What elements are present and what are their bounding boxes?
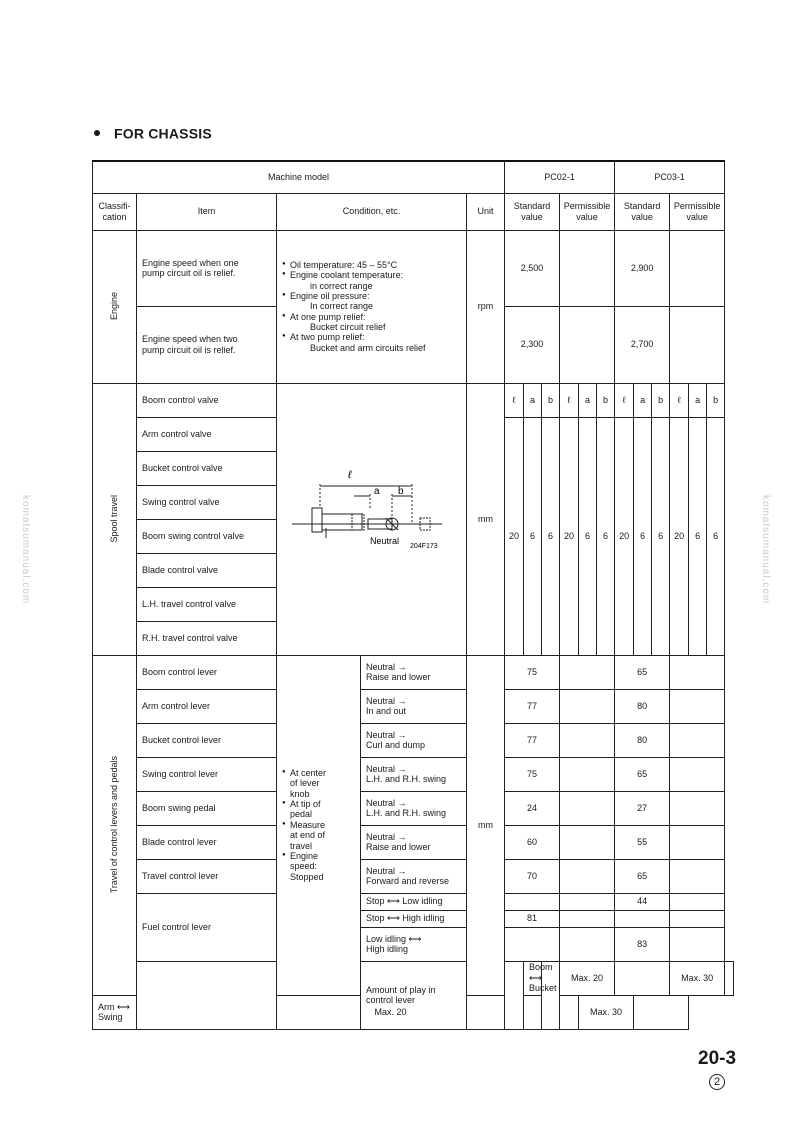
engine-condition-3-detail: In correct range bbox=[310, 301, 374, 312]
spool-pc03-perm-b: 6 bbox=[707, 417, 725, 655]
fuel-cond-3: Low idling ⟷ High idling bbox=[361, 927, 467, 961]
spool-diagram bbox=[292, 464, 452, 574]
travel-condition-4: ● Engine speed: Stopped bbox=[282, 851, 358, 882]
engine-item-1: Engine speed when one pump circuit oil is relief. bbox=[137, 230, 277, 306]
spool-item-2: Arm control valve bbox=[137, 417, 277, 451]
spool-head-4: ℓ bbox=[560, 383, 579, 417]
travel-7-pc02-perm bbox=[560, 859, 615, 893]
fuel-2-pc02-perm bbox=[560, 910, 615, 927]
travel-5-pc03-std: 27 bbox=[615, 791, 670, 825]
travel-item-4: Swing control lever bbox=[137, 757, 277, 791]
fuel-1-pc03-perm bbox=[670, 893, 725, 910]
play-1-pc03-perm bbox=[725, 961, 734, 995]
model-pc02: PC02-1 bbox=[505, 161, 615, 193]
fuel-item: Fuel control lever bbox=[137, 893, 277, 961]
travel-3-pc02-std: 77 bbox=[505, 723, 560, 757]
travel-row-3 bbox=[93, 723, 734, 757]
fuel-cond-2: Stop ⟷ High idling bbox=[361, 910, 467, 927]
travel-cond-7: Neutral → Forward and reverse bbox=[361, 859, 467, 893]
engine-conditions bbox=[277, 230, 467, 383]
spool-pc02-std-l: 20 bbox=[505, 417, 524, 655]
travel-3-pc03-perm bbox=[670, 723, 725, 757]
header-pc03-standard: Standard value bbox=[615, 193, 670, 230]
spool-head-11: a bbox=[689, 383, 707, 417]
spool-head-12: b bbox=[707, 383, 725, 417]
fuel-3-pc03-std: 83 bbox=[615, 927, 670, 961]
travel-4-pc02-std: 75 bbox=[505, 757, 560, 791]
travel-cond-2: Neutral → In and out bbox=[361, 689, 467, 723]
engine-condition-3: ● Engine oil pressure: bbox=[282, 291, 464, 301]
engine-1-pc03-perm bbox=[670, 230, 725, 306]
travel-6-pc03-perm bbox=[670, 825, 725, 859]
fig-label-neutral: Neutral bbox=[369, 536, 399, 546]
travel-5-pc02-std: 24 bbox=[505, 791, 560, 825]
engine-condition-2-detail: in correct range bbox=[310, 280, 373, 291]
engine-row-1 bbox=[93, 230, 734, 306]
spool-classification bbox=[93, 383, 137, 655]
watermark-left: komatsumanual.com bbox=[20, 495, 31, 605]
fig-label-l: ℓ bbox=[347, 469, 352, 481]
travel-7-pc03-perm bbox=[670, 859, 725, 893]
spool-item-6: Blade control valve bbox=[137, 553, 277, 587]
travel-conditions bbox=[277, 655, 361, 995]
spool-pc02-std-a: 6 bbox=[524, 417, 542, 655]
engine-condition-4: ● At one pump relief: bbox=[282, 312, 464, 322]
spool-item-4: Swing control valve bbox=[137, 485, 277, 519]
travel-cond-6: Neutral → Raise and lower bbox=[361, 825, 467, 859]
engine-2-pc03-std: 2,700 bbox=[615, 306, 670, 383]
fuel-1-pc03-std: 44 bbox=[615, 893, 670, 910]
fuel-3-pc02-std bbox=[505, 927, 560, 961]
play-2-pc02-perm bbox=[524, 995, 579, 1029]
header-pc02-standard: Standard value bbox=[505, 193, 560, 230]
fig-label-a: a bbox=[373, 486, 380, 497]
engine-2-pc02-std: 2,300 bbox=[505, 306, 560, 383]
engine-condition-list bbox=[282, 260, 464, 353]
travel-1-pc02-perm bbox=[560, 655, 615, 689]
travel-classification bbox=[93, 655, 137, 995]
travel-label: Travel of control levers and pedals bbox=[109, 756, 120, 894]
play-1-pc02-perm bbox=[615, 961, 670, 995]
travel-item-2: Arm control lever bbox=[137, 689, 277, 723]
section-heading bbox=[94, 124, 212, 141]
fig-code: 204F173 bbox=[409, 543, 438, 550]
travel-item-1: Boom control lever bbox=[137, 655, 277, 689]
travel-4-pc03-perm bbox=[670, 757, 725, 791]
travel-row-5 bbox=[93, 791, 734, 825]
travel-cond-1: Neutral → Raise and lower bbox=[361, 655, 467, 689]
spool-figure-cell bbox=[277, 383, 467, 655]
fuel-2-pc03-std bbox=[615, 910, 670, 927]
chassis-spec-table bbox=[92, 160, 734, 1030]
spool-pc03-std-a: 6 bbox=[634, 417, 652, 655]
engine-unit: rpm bbox=[467, 230, 505, 383]
travel-3-pc03-std: 80 bbox=[615, 723, 670, 757]
travel-2-pc02-std: 77 bbox=[505, 689, 560, 723]
fuel-1-pc02-perm bbox=[560, 893, 615, 910]
play-row-1 bbox=[93, 961, 734, 995]
spool-head-10: ℓ bbox=[670, 383, 689, 417]
spool-pc02-perm-l: 20 bbox=[560, 417, 579, 655]
play-cond-2: Arm ⟷ Swing bbox=[93, 995, 137, 1029]
spool-pc03-perm-a: 6 bbox=[689, 417, 707, 655]
travel-1-pc03-std: 65 bbox=[615, 655, 670, 689]
header-pc02-permissible: Permissible value bbox=[560, 193, 615, 230]
fuel-2-pc03-perm bbox=[670, 910, 725, 927]
play-2-pc02-std: Max. 20 bbox=[277, 995, 505, 1029]
spool-item-5: Boom swing control valve bbox=[137, 519, 277, 553]
header-item: Item bbox=[137, 193, 277, 230]
header-condition: Condition, etc. bbox=[277, 193, 467, 230]
travel-4-pc02-perm bbox=[560, 757, 615, 791]
travel-6-pc02-perm bbox=[560, 825, 615, 859]
play-item: Amount of play in control lever bbox=[361, 961, 467, 1029]
engine-1-pc02-perm bbox=[560, 230, 615, 306]
engine-label: Engine bbox=[109, 292, 120, 321]
spool-head-3: b bbox=[542, 383, 560, 417]
travel-1-pc02-std: 75 bbox=[505, 655, 560, 689]
engine-condition-5-detail: Bucket and arm circuits relief bbox=[310, 342, 426, 353]
fuel-2-pc02-std: 81 bbox=[505, 910, 560, 927]
engine-1-pc03-std: 2,900 bbox=[615, 230, 670, 306]
watermark-right: komatsumanual.com bbox=[760, 495, 771, 605]
spool-pc03-std-l: 20 bbox=[615, 417, 634, 655]
fuel-3-pc02-perm bbox=[560, 927, 615, 961]
travel-item-5: Boom swing pedal bbox=[137, 791, 277, 825]
machine-model-row bbox=[93, 161, 734, 193]
play-cond-blank bbox=[505, 961, 524, 1029]
travel-row-7 bbox=[93, 859, 734, 893]
machine-model-label: Machine model bbox=[93, 161, 505, 193]
model-pc03: PC03-1 bbox=[615, 161, 725, 193]
travel-cond-4: Neutral → L.H. and R.H. swing bbox=[361, 757, 467, 791]
header-classification: Classifi- cation bbox=[93, 193, 137, 230]
play-1-pc03-std: Max. 30 bbox=[670, 961, 725, 995]
spool-head-7: ℓ bbox=[615, 383, 634, 417]
play-1-pc02-std: Max. 20 bbox=[560, 961, 615, 995]
fuel-cond-1: Stop ⟷ Low idling bbox=[361, 893, 467, 910]
travel-cond-3: Neutral → Curl and dump bbox=[361, 723, 467, 757]
spool-pc02-std-b: 6 bbox=[542, 417, 560, 655]
header-unit: Unit bbox=[467, 193, 505, 230]
play-2-pc03-std: Max. 30 bbox=[579, 995, 634, 1029]
fuel-3-pc03-perm bbox=[670, 927, 725, 961]
bullet-icon bbox=[94, 130, 100, 136]
travel-row-2 bbox=[93, 689, 734, 723]
spool-pc03-perm-l: 20 bbox=[670, 417, 689, 655]
spool-item-7: L.H. travel control valve bbox=[137, 587, 277, 621]
spool-head-6: b bbox=[597, 383, 615, 417]
travel-item-3: Bucket control lever bbox=[137, 723, 277, 757]
engine-2-pc03-perm bbox=[670, 306, 725, 383]
travel-condition-2: ● At tip of pedal bbox=[282, 799, 358, 820]
travel-condition-list bbox=[282, 768, 358, 882]
engine-condition-5: ● At two pump relief: bbox=[282, 332, 464, 342]
engine-item-2: Engine speed when two pump circuit oil is relief. bbox=[137, 306, 277, 383]
travel-row-4 bbox=[93, 757, 734, 791]
spool-pc02-perm-a: 6 bbox=[579, 417, 597, 655]
travel-2-pc03-perm bbox=[670, 689, 725, 723]
header-row bbox=[93, 193, 734, 230]
travel-7-pc02-std: 70 bbox=[505, 859, 560, 893]
header-pc03-permissible: Permissible value bbox=[670, 193, 725, 230]
spool-head-9: b bbox=[652, 383, 670, 417]
travel-row-6 bbox=[93, 825, 734, 859]
travel-5-pc03-perm bbox=[670, 791, 725, 825]
travel-2-pc02-perm bbox=[560, 689, 615, 723]
play-2-pc03-perm bbox=[634, 995, 689, 1029]
page-number: 20-3 bbox=[698, 1048, 737, 1069]
spool-pc02-perm-b: 6 bbox=[597, 417, 615, 655]
spool-row-1 bbox=[93, 383, 734, 417]
spool-unit: mm bbox=[467, 383, 505, 655]
travel-6-pc03-std: 55 bbox=[615, 825, 670, 859]
spool-item-1: Boom control valve bbox=[137, 383, 277, 417]
engine-condition-1: ● Oil temperature: 45 – 55°C bbox=[282, 260, 464, 270]
fuel-1-pc02-std bbox=[505, 893, 560, 910]
engine-2-pc02-perm bbox=[560, 306, 615, 383]
travel-5-pc02-perm bbox=[560, 791, 615, 825]
engine-condition-4-detail: Bucket circuit relief bbox=[310, 322, 386, 333]
travel-2-pc03-std: 80 bbox=[615, 689, 670, 723]
travel-3-pc02-perm bbox=[560, 723, 615, 757]
spool-head-2: a bbox=[524, 383, 542, 417]
travel-condition-3: ● Measure at end of travel bbox=[282, 820, 358, 851]
fuel-row-1 bbox=[93, 893, 734, 910]
spool-item-3: Bucket control valve bbox=[137, 451, 277, 485]
travel-6-pc02-std: 60 bbox=[505, 825, 560, 859]
spool-label: Spool travel bbox=[109, 495, 120, 543]
engine-condition-2: ● Engine coolant temperature: bbox=[282, 270, 464, 280]
play-cond-1: Boom ⟷ Bucket bbox=[524, 961, 542, 995]
spool-head-5: a bbox=[579, 383, 597, 417]
spool-head-1: ℓ bbox=[505, 383, 524, 417]
fig-label-b: b bbox=[397, 486, 404, 497]
engine-1-pc02-std: 2,500 bbox=[505, 230, 560, 306]
spool-item-8: R.H. travel control valve bbox=[137, 621, 277, 655]
revision-mark: 2 bbox=[709, 1074, 725, 1090]
travel-condition-1: ● At center of lever knob bbox=[282, 768, 358, 799]
travel-item-7: Travel control lever bbox=[137, 859, 277, 893]
spool-head-8: a bbox=[634, 383, 652, 417]
travel-row-1 bbox=[93, 655, 734, 689]
travel-unit: mm bbox=[467, 655, 505, 995]
travel-4-pc03-std: 65 bbox=[615, 757, 670, 791]
play-classification-blank bbox=[137, 961, 277, 1029]
travel-7-pc03-std: 65 bbox=[615, 859, 670, 893]
travel-1-pc03-perm bbox=[670, 655, 725, 689]
section-heading-text: FOR CHASSIS bbox=[114, 125, 212, 142]
travel-cond-5: Neutral → L.H. and R.H. swing bbox=[361, 791, 467, 825]
spool-pc03-std-b: 6 bbox=[652, 417, 670, 655]
engine-classification bbox=[93, 230, 137, 383]
travel-item-6: Blade control lever bbox=[137, 825, 277, 859]
